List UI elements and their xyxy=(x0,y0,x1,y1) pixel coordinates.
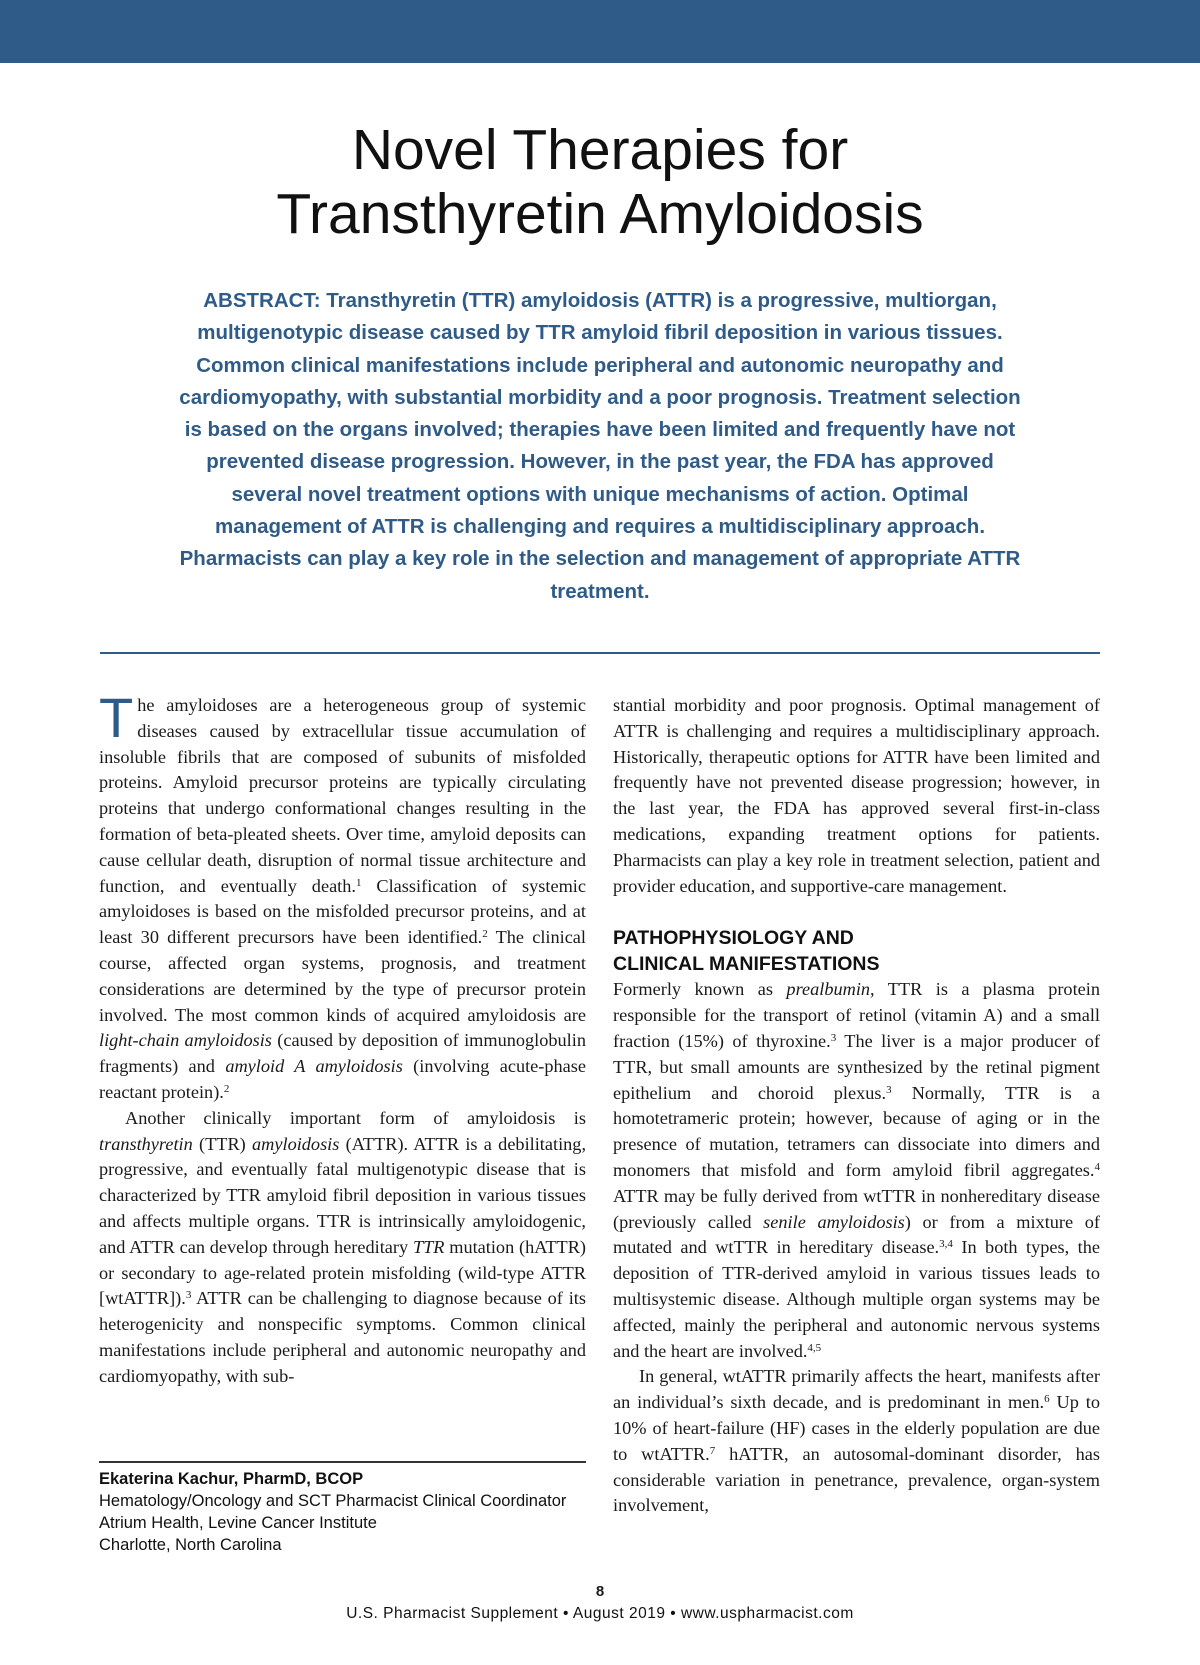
italic-term: prealbumin xyxy=(786,979,871,1000)
citation: 7 xyxy=(709,1444,716,1457)
text-run: Another clinically important form of amyloidosis is xyxy=(125,1107,586,1128)
text-run: (caused by deposition of immunoglobulin fragments) and xyxy=(99,1030,586,1077)
right-column xyxy=(613,693,1100,1519)
text-run: Classification of systemic amyloidoses is based on the misfolded precursor proteins, and at least 30 different precursors have been identified. xyxy=(99,875,586,948)
continued-paragraph: stantial morbidity and poor prognosis. Optimal management of ATTR is challenging and requires a multidisciplinary approach. Historically, therapeutic options for ATTR have been limited and frequently have not prevented disease progression; however, in the last year, the FDA has approved several first-in-class medications, expanding treatment options for patients. Pharmacists can play a key role in treatment selection, patient and provider education, and supportive-care management. xyxy=(613,695,1100,896)
title-line-1: Novel Therapies for xyxy=(351,118,849,182)
italic-term: transthyretin xyxy=(99,1133,193,1154)
text-run: (TTR) xyxy=(192,1133,253,1154)
text-run: The liver is a major producer of TTR, but small amounts are synthesized by the retinal pigment epithelium and choroid plexus. xyxy=(613,1030,1100,1103)
text-run: The clinical course, affected organ systems, prognosis, and treatment considerations are determined by the type of precursor protein involved. The most common kinds of acquired amyloidosis are xyxy=(99,927,586,1025)
text-run: Up to 10% of heart-failure (HF) cases in the elderly population are due to wtATTR. xyxy=(613,1392,1101,1464)
text-run: he amyloidoses are a heterogeneous group of systemic diseases caused by extracellular tissue accumulation of insoluble fibrils that are composed of subunits of misfolded proteins. Amyloid precursor proteins are typically circulating proteins that undergo conformational changes resulting in the formation of beta-pleated sheets. Over time, amyloid deposits can cause cellular death, disruption of normal tissue architecture and function, and eventually death. xyxy=(99,695,586,896)
article-title xyxy=(100,118,1100,246)
italic-term: light-chain amyloidosis xyxy=(99,1030,272,1051)
author-divider xyxy=(99,1461,586,1463)
citation: 3 xyxy=(830,1031,837,1044)
abstract-divider xyxy=(100,652,1100,654)
text-run: Formerly known as xyxy=(613,979,787,1000)
abstract: ABSTRACT: Transthyretin (TTR) amyloidosis (ATTR) is a progressive, multiorgan, multigenotypic disease caused by TTR amyloid fibril deposition in various tissues. Common clinical manifestations include peripheral and autonomic neuropathy and cardiomyopathy, with substantial morbidity and a poor prognosis. Treatment selection is based on the organs involved; therapies have been limited and frequently have not prevented disease progression. However, in the past year, the FDA has approved several novel treatment options with unique mechanisms of action. Optimal management of ATTR is challenging and requires a multidisciplinary approach. Pharmacists can play a key role in the selection and management of appropriate ATTR treatment. xyxy=(179,289,1021,603)
citation: 6 xyxy=(1044,1393,1050,1406)
citation: 3 xyxy=(185,1289,192,1302)
text-run: ATTR may be fully derived from wtTTR in nonhereditary disease (previously called xyxy=(613,1185,1100,1232)
title-line-2: Transthyretin Amyloidosis xyxy=(276,182,924,246)
wtattr-paragraph xyxy=(613,1364,1100,1519)
citation: 2 xyxy=(482,928,488,941)
header-color-bar xyxy=(0,0,1200,63)
intro-paragraph xyxy=(99,686,586,1106)
page-footer: U.S. Pharmacist Supplement • August 2019 • www.uspharmacist.com xyxy=(346,1605,854,1622)
text-run: ATTR can be challenging to diagnose because of its heterogenicity and nonspecific symptoms. Common clinical manifestations include peripheral and autonomic neuropathy and cardiomyopathy, with sub- xyxy=(99,1288,586,1386)
text-run: , TTR is a plasma protein responsible for the transport of retinol (vitamin A) and a small fraction (15%) of thyroxine. xyxy=(613,979,1100,1051)
citation: 3,4 xyxy=(939,1238,953,1251)
heading-line-2: CLINICAL MANIFESTATIONS xyxy=(613,953,880,976)
citation: 4 xyxy=(1094,1160,1100,1173)
author-name: Ekaterina Kachur, PharmD, BCOP xyxy=(99,1470,364,1488)
citation: 4,5 xyxy=(807,1341,822,1354)
italic-term: amyloid A amyloidosis xyxy=(225,1056,403,1077)
text-run: mutation (hATTR) or secondary to age-related protein misfolding (wild-type ATTR [wtATTR]). xyxy=(99,1236,587,1309)
italic-term: senile amyloidosis xyxy=(763,1211,905,1232)
citation: 2 xyxy=(223,1082,230,1095)
left-column xyxy=(99,686,587,1390)
text-run: In both types, the deposition of TTR-derived amyloid in various tissues leads to multisystemic disease. Although multiple organ systems may be affected, mainly the peripheral and autonomic nervous systems and the heart are involved. xyxy=(613,1237,1100,1361)
text-run: In general, wtATTR primarily affects the heart, manifests after an individual’s sixth decade, and is predominant in men. xyxy=(613,1366,1100,1413)
italic-term: amyloidosis xyxy=(252,1133,340,1154)
citation: 1 xyxy=(355,876,362,889)
drop-cap: T xyxy=(99,686,134,749)
citation: 3 xyxy=(886,1083,892,1096)
author-affiliation: Atrium Health, Levine Cancer Institute xyxy=(99,1514,377,1532)
text-run: ) or from a mixture of mutated and wtTTR in hereditary disease. xyxy=(613,1211,1100,1258)
heading-line-1: PATHOPHYSIOLOGY AND xyxy=(613,927,854,950)
text-run: hATTR, an autosomal-dominant disorder, has considerable variation in penetrance, prevalence, organ-system involvement, xyxy=(613,1443,1100,1516)
author-role: Hematology/Oncology and SCT Pharmacist Clinical Coordinator xyxy=(99,1492,567,1510)
pathophysiology-paragraph xyxy=(613,977,1100,1364)
italic-term: TTR xyxy=(412,1236,445,1257)
section-heading xyxy=(613,925,1100,977)
text-run: (involving acute-phase reactant protein). xyxy=(99,1056,586,1102)
attr-paragraph xyxy=(99,1106,586,1390)
author-location: Charlotte, North Carolina xyxy=(99,1536,282,1554)
author-block xyxy=(99,1468,586,1556)
text-run: Normally, TTR is a homotetrameric protein; however, because of aging or in the presence of mutation, tetramers can dissociate into dimers and monomers that misfold and form amyloid fibril aggregates. xyxy=(613,1082,1100,1180)
page-number: 8 xyxy=(595,1583,605,1600)
text-run: (ATTR). ATTR is a debilitating, progressive, and eventually fatal multigenotypic disease that is characterized by TTR amyloid fibril deposition in various tissues and affects multiple organs. TTR is intrinsically amyloidogenic, and ATTR can develop through hereditary xyxy=(99,1133,587,1257)
